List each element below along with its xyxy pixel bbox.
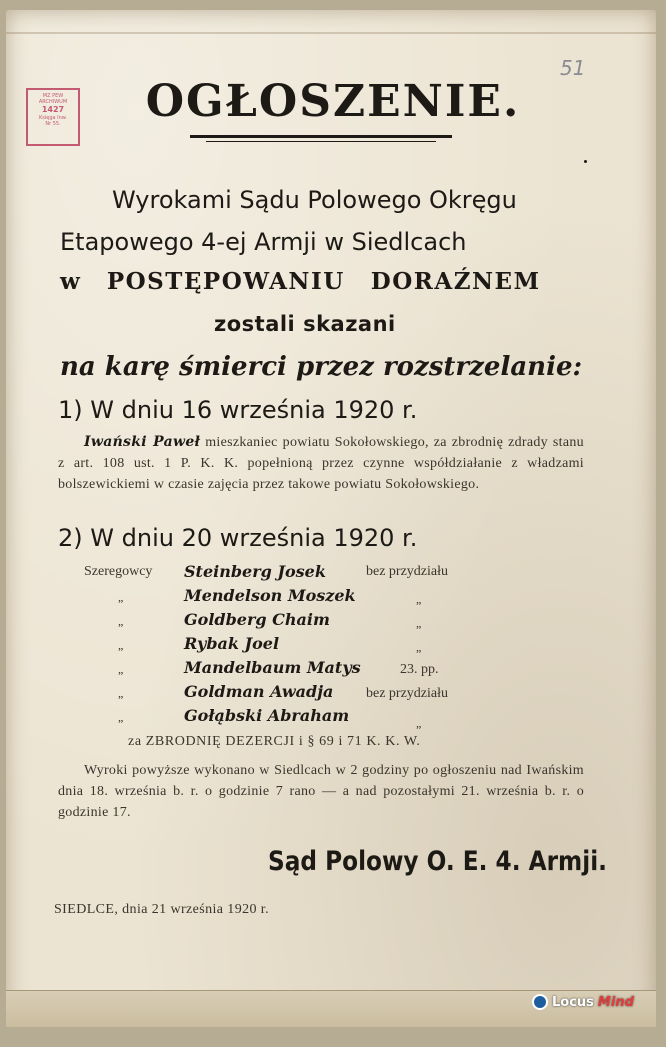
ditto-mark: „ bbox=[118, 614, 124, 628]
watermark-logo: Locus Mind bbox=[532, 994, 634, 1010]
execution-text: Wyroki powyższe wykonano w Siedlcach w 2 godziny po ogłoszeniu nad Iwańskim dnia 18. września b. r. o godzinie 7 rano — a nad pozostałymi 21. września b. r. o godzinie 17. bbox=[58, 763, 584, 820]
convict-name: Mendelson Moszek bbox=[184, 586, 356, 605]
convict-unit: „ bbox=[416, 592, 422, 606]
convict-unit: „ bbox=[416, 716, 422, 730]
ditto-mark: „ bbox=[118, 662, 124, 676]
sentence-line: na karę śmierci przez rozstrzelanie: bbox=[60, 352, 583, 382]
convict-name: Gołąbski Abraham bbox=[184, 706, 350, 725]
convict-name: Goldman Awadja bbox=[184, 682, 334, 701]
convict-unit: bez przydziału bbox=[366, 564, 449, 579]
convict-name: Steinberg Josek bbox=[184, 562, 326, 581]
location-pin-icon bbox=[532, 994, 548, 1010]
archive-number: 51 bbox=[560, 56, 586, 80]
title-rule bbox=[190, 135, 452, 138]
fold-crease bbox=[6, 32, 656, 34]
ditto-mark: „ bbox=[118, 590, 124, 604]
convict-unit: 23. pp. bbox=[400, 662, 439, 677]
convict-unit: „ bbox=[416, 616, 422, 630]
convict-name: Rybak Joel bbox=[184, 634, 280, 653]
convict-unit: „ bbox=[416, 640, 422, 654]
section-2-heading: 2) W dniu 20 września 1920 r. bbox=[58, 524, 418, 552]
intro-line-3: w POSTĘPOWANIU DORAŹNEM bbox=[60, 268, 541, 295]
poster-title: OGŁOSZENIE. bbox=[145, 76, 521, 127]
convict-name: Iwański Paweł bbox=[84, 434, 201, 450]
place-date: SIEDLCE, dnia 21 września 1920 r. bbox=[54, 902, 269, 917]
section-1-heading: 1) W dniu 16 września 1920 r. bbox=[58, 396, 418, 424]
court-signature: Sąd Polowy O. E. 4. Armji. bbox=[268, 846, 607, 877]
ditto-mark: „ bbox=[118, 686, 124, 700]
charge-line: za ZBRODNIĘ DEZERCJI i § 69 i 71 K. K. W. bbox=[128, 734, 421, 749]
convict-unit: bez przydziału bbox=[366, 686, 449, 701]
ditto-mark: „ bbox=[118, 710, 124, 724]
ditto-mark: „ bbox=[118, 638, 124, 652]
section-1-text: Iwański Paweł mieszkaniec powiatu Sokołowskiego, za zbrodnię zdrady stanu z art. 108 ust. 1 P. K. K. popełnioną przez czynne współdziałanie z władzami bolszewickiemi w czasie zajęcia przez takowe powiatu Sokołowskiego. bbox=[58, 434, 584, 492]
museum-stamp: MZ PEW ARCHIWUM 1427 Księga Inw. Nr 55. bbox=[26, 88, 80, 146]
title-rule-thin bbox=[206, 141, 436, 142]
intro-line-4: zostali skazani bbox=[214, 312, 396, 336]
convict-name: Mandelbaum Matys bbox=[184, 658, 361, 677]
rank-label: Szeregowcy bbox=[84, 564, 153, 579]
convict-name: Goldberg Chaim bbox=[184, 610, 330, 629]
intro-line-2: Etapowego 4-ej Armji w Siedlcach bbox=[60, 228, 467, 256]
ink-dot bbox=[584, 160, 587, 163]
intro-line-1: Wyrokami Sądu Polowego Okręgu bbox=[112, 186, 517, 214]
